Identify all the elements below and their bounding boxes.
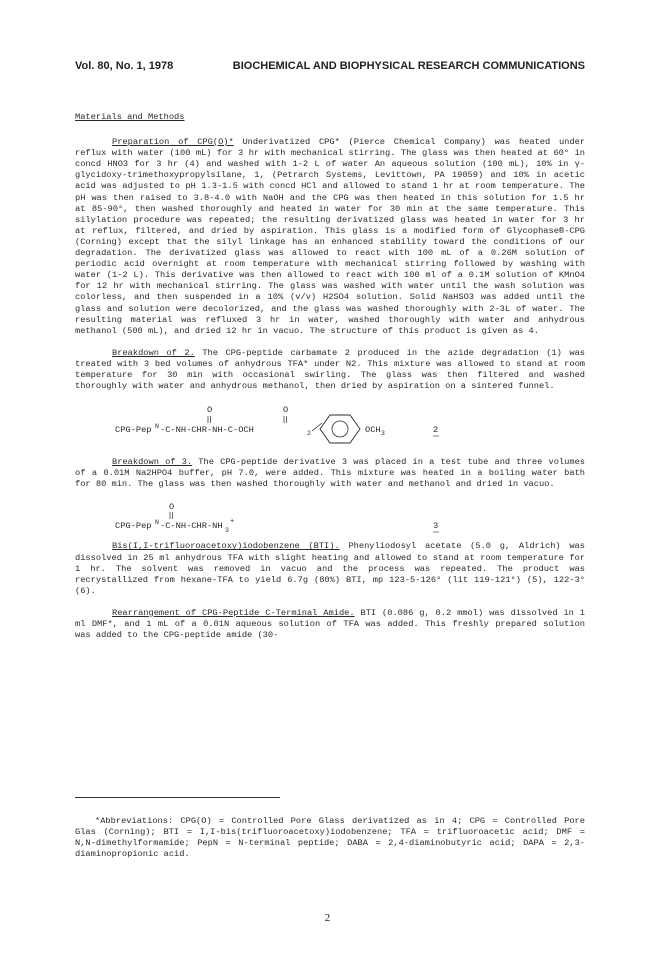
benzene-ring-icon bbox=[320, 415, 360, 443]
paragraph-title: Rearrangement of CPG-Peptide C-Terminal Amide. bbox=[112, 607, 355, 618]
plus-charge: + bbox=[230, 518, 235, 527]
n-terminal-mark: N bbox=[155, 519, 159, 527]
paragraph-breakdown-3 bbox=[75, 457, 585, 490]
paragraph-title: Bis(I,I-trifluoroacetoxy)iodobenzene (BTI). bbox=[112, 541, 340, 552]
paragraph-text: Phenyliodosyl acetate (5.0 g, Aldrich) was dissolved in 25 ml anhydrous TFA with slight heating and allowed to stand at room temperature for 1 hr. The solvent was removed in vacuo and the process was repeated. The product was recrystallized from hexane-TFA to yield 6.7g (80%) BTI, mp 123-5-126° (lit 119-121°) (5), 122-3° (6). bbox=[75, 541, 585, 596]
chain-mid: -C-NH-CHR-NH bbox=[160, 521, 223, 532]
paragraph-preparation bbox=[75, 137, 585, 337]
paragraph-text: The CPG-peptide carbamate 2 produced in the azide degradation (1) was treated with 3 bed volumes of anhydrous TFA* under N2. This mixture was allowed to stand at room temperature for 30 min with occasional swirling. The glass was then filtered and washed thoroughly with water and anhydrous methanol, then dried by aspiration on a sintered funnel. bbox=[75, 347, 585, 392]
section-title: Materials and Methods bbox=[75, 112, 185, 122]
n-terminal-mark: N bbox=[155, 423, 159, 431]
paragraph-title: Breakdown of 3. bbox=[112, 457, 193, 468]
paragraph-breakdown-2 bbox=[75, 348, 585, 392]
footnote-divider bbox=[75, 797, 280, 798]
paragraph-text: Underivatized CPG* (Pierce Chemical Company) was heated under reflux with water (100 mL) for 3 hr with mechanical stirring. The glass was then heated at 60° in concd HNO3 for 3 hr (4) and washed with 1-2 L of water An aqueous solution (100 mL), 10% in γ-glycidoxy-trimethoxypropylsilane, 1, (Petrarch Systems, Levittown, PA 19059) and 10% in acetic acid was adjusted to pH 1.3-1.5 with concd HCl and allowed to stand 1 hr at room temperature. The pH was then raised to 3.8-4.0 with NaOH and the CPG was then heated in this solution for 1.5 hr at 85-90°, then washed thoroughly and heated in water for 30 min at the same temperature. This silylation procedure was repeated; the resulting derivatized glass was heated in water for 3 hr at reflux, filtered, and dried by aspiration. This glass is a modified form of Glycophase®-CPG (Corning) except that the silyl linkage has an enhanced stability toward the conditions of our degradation. The derivatized glass was allowed to react with 100 mL of a 0.26M solution of periodic acid overnight at room temperature with mechanical stirring followed by washing with water (1-2 L). This derivative was then allowed to react with 100 ml of a 0.1M solution of KMnO4 for 12 hr with mechanical stirring. The glass was washed with water until the wash solution was colorless, and then suspended in a 10% (v/v) H2SO4 solution. Solid NaHSO3 was added until the glass and solution were decolorized, and the glass was washed thoroughly with 2-3L of water. The resulting material was refluxed 3 hr in water, washed thoroughly with water and anhydrous methanol (500 mL), and dried 12 hr in vacuo. The structure of this product is given as 4. bbox=[75, 137, 586, 336]
paragraph-text: BTI (0.086 g, 0.2 mmol) was dissolved in 1 ml DMF*, and 1 mL of a 0.01N aqueous solution of TFA was added. This freshly prepared solution was added to the CPG-peptide amide (30- bbox=[75, 607, 585, 641]
paragraph-text: The CPG-peptide derivative 3 was placed in a test tube and three volumes of a 0.01M Na2HPO4 buffer, pH 7.0, were added. This mixture was heated in a boiling water bath for 80 min. The glass was then washed thoroughly with water and methanol and dried in vacuo. bbox=[75, 457, 586, 490]
paragraph-title: Preparation of CPG(O)* bbox=[112, 137, 234, 148]
running-header bbox=[75, 60, 585, 80]
journal-title: BIOCHEMICAL AND BIOPHYSICAL RESEARCH COMMUNICATIONS bbox=[232, 60, 585, 72]
structure-label-2: 2 bbox=[433, 425, 439, 436]
paragraph-rearrangement bbox=[75, 608, 585, 641]
chain-mid: -C-NH-CHR-NH-C-OCH bbox=[160, 425, 254, 436]
structure-3 bbox=[75, 501, 585, 535]
chain-left: CPG-Pep bbox=[115, 425, 152, 436]
carbonyl-o-1: O bbox=[207, 405, 213, 416]
subscript-3: 3 bbox=[381, 430, 385, 438]
footnote-abbreviations: *Abbreviations: CPG(O) = Controlled Pore Glass derivatized as in 4; CPG = Controlled Pore Glas (Corning); BTI = I,I-bis(trifluoroacetoxy)iodobenzene; TFA = trifluoroacetic acid; DMF = N,N-dimethylformamide; PepN = N-terminal peptide; DABA = 2,4-diaminobutyric acid; DAPA = 2,3-diaminopropionic acid. bbox=[75, 815, 585, 859]
volume-issue: Vol. 80, No. 1, 1978 bbox=[75, 60, 174, 72]
methoxy: OCH bbox=[365, 425, 381, 436]
structure-label-3: 3 bbox=[433, 521, 439, 532]
paragraph-title: Breakdown of 2. bbox=[112, 347, 195, 358]
subscript-2: 2 bbox=[307, 430, 311, 438]
structure-2-drawing bbox=[75, 403, 585, 449]
chain-left: CPG-Pep bbox=[115, 521, 152, 532]
carbonyl-o: O bbox=[169, 502, 175, 513]
structure-3-drawing bbox=[75, 501, 585, 535]
carbonyl-o-2: O bbox=[283, 405, 289, 416]
article-body bbox=[75, 112, 585, 652]
subscript-3: 3 bbox=[225, 527, 229, 535]
page-number: 2 bbox=[324, 912, 331, 924]
structure-2 bbox=[75, 403, 585, 449]
paragraph-bti bbox=[75, 541, 585, 596]
